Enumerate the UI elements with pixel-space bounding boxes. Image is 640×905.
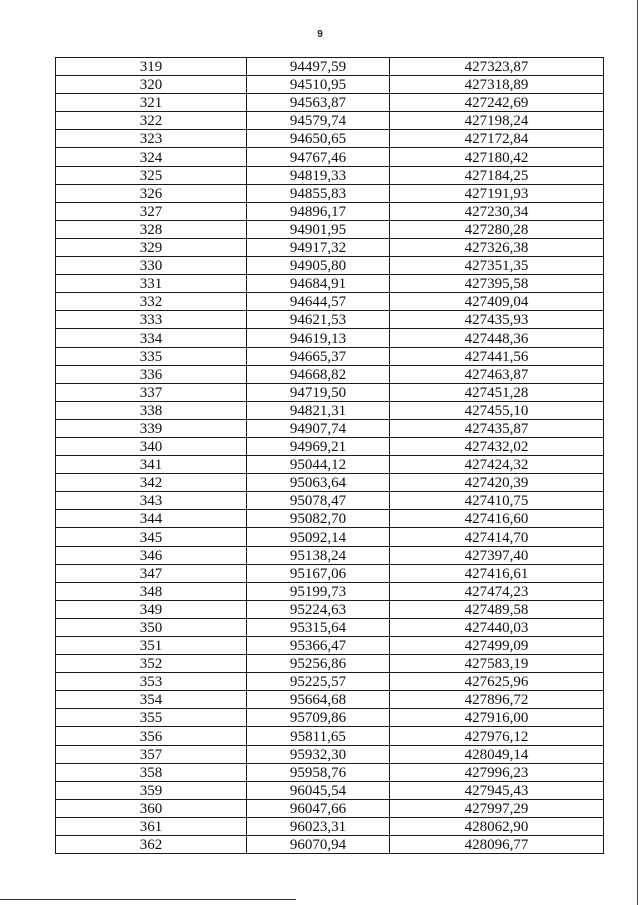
x-coordinate-cell: 95199,73 <box>247 582 390 600</box>
y-coordinate-cell: 427180,42 <box>390 148 604 166</box>
table-row <box>56 257 604 275</box>
table-row <box>56 673 604 691</box>
x-coordinate-cell: 95092,14 <box>247 528 390 546</box>
point-number-cell: 335 <box>56 347 247 365</box>
table-row <box>56 781 604 799</box>
table-row <box>56 582 604 600</box>
table-row <box>56 763 604 781</box>
x-coordinate-cell: 94901,95 <box>247 220 390 238</box>
point-number-cell: 336 <box>56 365 247 383</box>
table-row <box>56 148 604 166</box>
table-row <box>56 745 604 763</box>
x-coordinate-cell: 95225,57 <box>247 673 390 691</box>
table-row <box>56 727 604 745</box>
x-coordinate-cell: 96045,54 <box>247 781 390 799</box>
point-number-cell: 337 <box>56 383 247 401</box>
x-coordinate-cell: 94510,95 <box>247 76 390 94</box>
point-number-cell: 346 <box>56 546 247 564</box>
x-coordinate-cell: 95044,12 <box>247 456 390 474</box>
x-coordinate-cell: 95315,64 <box>247 618 390 636</box>
x-coordinate-cell: 94650,65 <box>247 130 390 148</box>
point-number-cell: 362 <box>56 836 247 854</box>
point-number-cell: 345 <box>56 528 247 546</box>
x-coordinate-cell: 94767,46 <box>247 148 390 166</box>
point-number-cell: 333 <box>56 311 247 329</box>
point-number-cell: 319 <box>56 58 247 76</box>
point-number-cell: 324 <box>56 148 247 166</box>
point-number-cell: 350 <box>56 618 247 636</box>
point-number-cell: 334 <box>56 329 247 347</box>
table-row <box>56 437 604 455</box>
y-coordinate-cell: 428062,90 <box>390 817 604 835</box>
y-coordinate-cell: 427945,43 <box>390 781 604 799</box>
table-row <box>56 347 604 365</box>
point-number-cell: 354 <box>56 691 247 709</box>
y-coordinate-cell: 427395,58 <box>390 275 604 293</box>
table-row <box>56 275 604 293</box>
y-coordinate-cell: 428096,77 <box>390 836 604 854</box>
point-number-cell: 347 <box>56 564 247 582</box>
table-row <box>56 76 604 94</box>
point-number-cell: 360 <box>56 799 247 817</box>
x-coordinate-cell: 96023,31 <box>247 817 390 835</box>
x-coordinate-cell: 94621,53 <box>247 311 390 329</box>
y-coordinate-cell: 427416,61 <box>390 564 604 582</box>
x-coordinate-cell: 94665,37 <box>247 347 390 365</box>
table-row <box>56 564 604 582</box>
y-coordinate-cell: 427583,19 <box>390 655 604 673</box>
x-coordinate-cell: 96047,66 <box>247 799 390 817</box>
table-row <box>56 112 604 130</box>
point-number-cell: 327 <box>56 202 247 220</box>
y-coordinate-cell: 427409,04 <box>390 293 604 311</box>
x-coordinate-cell: 94821,31 <box>247 401 390 419</box>
point-number-cell: 348 <box>56 582 247 600</box>
table-row <box>56 94 604 112</box>
table-row <box>56 510 604 528</box>
table-row <box>56 383 604 401</box>
point-number-cell: 357 <box>56 745 247 763</box>
table-row <box>56 618 604 636</box>
y-coordinate-cell: 427896,72 <box>390 691 604 709</box>
table-row <box>56 799 604 817</box>
point-number-cell: 355 <box>56 709 247 727</box>
x-coordinate-cell: 95082,70 <box>247 510 390 528</box>
y-coordinate-cell: 427489,58 <box>390 600 604 618</box>
page-edge <box>637 0 638 905</box>
table-row <box>56 419 604 437</box>
y-coordinate-cell: 427435,93 <box>390 311 604 329</box>
x-coordinate-cell: 94896,17 <box>247 202 390 220</box>
y-coordinate-cell: 428049,14 <box>390 745 604 763</box>
table-row <box>56 311 604 329</box>
point-number-cell: 343 <box>56 492 247 510</box>
y-coordinate-cell: 427280,28 <box>390 220 604 238</box>
table-row <box>56 238 604 256</box>
table-row <box>56 220 604 238</box>
point-number-cell: 320 <box>56 76 247 94</box>
x-coordinate-cell: 95078,47 <box>247 492 390 510</box>
x-coordinate-cell: 94969,21 <box>247 437 390 455</box>
x-coordinate-cell: 95167,06 <box>247 564 390 582</box>
y-coordinate-cell: 427976,12 <box>390 727 604 745</box>
point-number-cell: 326 <box>56 184 247 202</box>
point-number-cell: 325 <box>56 166 247 184</box>
table-row <box>56 166 604 184</box>
x-coordinate-cell: 96070,94 <box>247 836 390 854</box>
point-number-cell: 341 <box>56 456 247 474</box>
table-row <box>56 293 604 311</box>
coordinates-table <box>55 57 604 854</box>
point-number-cell: 323 <box>56 130 247 148</box>
x-coordinate-cell: 94497,59 <box>247 58 390 76</box>
point-number-cell: 359 <box>56 781 247 799</box>
y-coordinate-cell: 427410,75 <box>390 492 604 510</box>
point-number-cell: 353 <box>56 673 247 691</box>
y-coordinate-cell: 427440,03 <box>390 618 604 636</box>
y-coordinate-cell: 427198,24 <box>390 112 604 130</box>
point-number-cell: 331 <box>56 275 247 293</box>
x-coordinate-cell: 95958,76 <box>247 763 390 781</box>
point-number-cell: 344 <box>56 510 247 528</box>
x-coordinate-cell: 94819,33 <box>247 166 390 184</box>
table-row <box>56 492 604 510</box>
y-coordinate-cell: 427184,25 <box>390 166 604 184</box>
y-coordinate-cell: 427997,29 <box>390 799 604 817</box>
y-coordinate-cell: 427351,35 <box>390 257 604 275</box>
x-coordinate-cell: 95224,63 <box>247 600 390 618</box>
point-number-cell: 352 <box>56 655 247 673</box>
point-number-cell: 339 <box>56 419 247 437</box>
x-coordinate-cell: 95811,65 <box>247 727 390 745</box>
x-coordinate-cell: 95138,24 <box>247 546 390 564</box>
y-coordinate-cell: 427326,38 <box>390 238 604 256</box>
y-coordinate-cell: 427625,96 <box>390 673 604 691</box>
y-coordinate-cell: 427448,36 <box>390 329 604 347</box>
x-coordinate-cell: 94684,91 <box>247 275 390 293</box>
x-coordinate-cell: 95709,86 <box>247 709 390 727</box>
x-coordinate-cell: 94719,50 <box>247 383 390 401</box>
table-row <box>56 637 604 655</box>
y-coordinate-cell: 427451,28 <box>390 383 604 401</box>
x-coordinate-cell: 94855,83 <box>247 184 390 202</box>
point-number-cell: 322 <box>56 112 247 130</box>
table-row <box>56 401 604 419</box>
y-coordinate-cell: 427474,23 <box>390 582 604 600</box>
page-number: 9 <box>317 29 323 40</box>
point-number-cell: 351 <box>56 637 247 655</box>
table-row <box>56 817 604 835</box>
table-row <box>56 365 604 383</box>
y-coordinate-cell: 427323,87 <box>390 58 604 76</box>
x-coordinate-cell: 94619,13 <box>247 329 390 347</box>
point-number-cell: 328 <box>56 220 247 238</box>
table-row <box>56 691 604 709</box>
y-coordinate-cell: 427435,87 <box>390 419 604 437</box>
x-coordinate-cell: 94563,87 <box>247 94 390 112</box>
x-coordinate-cell: 95366,47 <box>247 637 390 655</box>
point-number-cell: 342 <box>56 474 247 492</box>
y-coordinate-cell: 427499,09 <box>390 637 604 655</box>
point-number-cell: 338 <box>56 401 247 419</box>
point-number-cell: 329 <box>56 238 247 256</box>
y-coordinate-cell: 427420,39 <box>390 474 604 492</box>
table-row <box>56 58 604 76</box>
point-number-cell: 332 <box>56 293 247 311</box>
table-row <box>56 709 604 727</box>
y-coordinate-cell: 427432,02 <box>390 437 604 455</box>
y-coordinate-cell: 427230,34 <box>390 202 604 220</box>
point-number-cell: 358 <box>56 763 247 781</box>
y-coordinate-cell: 427424,32 <box>390 456 604 474</box>
x-coordinate-cell: 95256,86 <box>247 655 390 673</box>
x-coordinate-cell: 95664,68 <box>247 691 390 709</box>
y-coordinate-cell: 427996,23 <box>390 763 604 781</box>
y-coordinate-cell: 427416,60 <box>390 510 604 528</box>
table-row <box>56 528 604 546</box>
x-coordinate-cell: 95063,64 <box>247 474 390 492</box>
y-coordinate-cell: 427397,40 <box>390 546 604 564</box>
x-coordinate-cell: 95932,30 <box>247 745 390 763</box>
y-coordinate-cell: 427455,10 <box>390 401 604 419</box>
y-coordinate-cell: 427242,69 <box>390 94 604 112</box>
y-coordinate-cell: 427463,87 <box>390 365 604 383</box>
y-coordinate-cell: 427191,93 <box>390 184 604 202</box>
x-coordinate-cell: 94579,74 <box>247 112 390 130</box>
table-row <box>56 184 604 202</box>
point-number-cell: 321 <box>56 94 247 112</box>
x-coordinate-cell: 94907,74 <box>247 419 390 437</box>
point-number-cell: 340 <box>56 437 247 455</box>
coordinates-table-body <box>56 58 604 854</box>
table-row <box>56 655 604 673</box>
y-coordinate-cell: 427916,00 <box>390 709 604 727</box>
table-row <box>56 600 604 618</box>
table-row <box>56 329 604 347</box>
table-row <box>56 130 604 148</box>
table-row <box>56 546 604 564</box>
point-number-cell: 349 <box>56 600 247 618</box>
y-coordinate-cell: 427172,84 <box>390 130 604 148</box>
table-row <box>56 202 604 220</box>
x-coordinate-cell: 94668,82 <box>247 365 390 383</box>
y-coordinate-cell: 427414,70 <box>390 528 604 546</box>
y-coordinate-cell: 427441,56 <box>390 347 604 365</box>
point-number-cell: 356 <box>56 727 247 745</box>
x-coordinate-cell: 94917,32 <box>247 238 390 256</box>
point-number-cell: 330 <box>56 257 247 275</box>
table-row <box>56 456 604 474</box>
x-coordinate-cell: 94905,80 <box>247 257 390 275</box>
table-row <box>56 836 604 854</box>
y-coordinate-cell: 427318,89 <box>390 76 604 94</box>
point-number-cell: 361 <box>56 817 247 835</box>
x-coordinate-cell: 94644,57 <box>247 293 390 311</box>
table-row <box>56 474 604 492</box>
bottom-divider <box>0 899 296 900</box>
